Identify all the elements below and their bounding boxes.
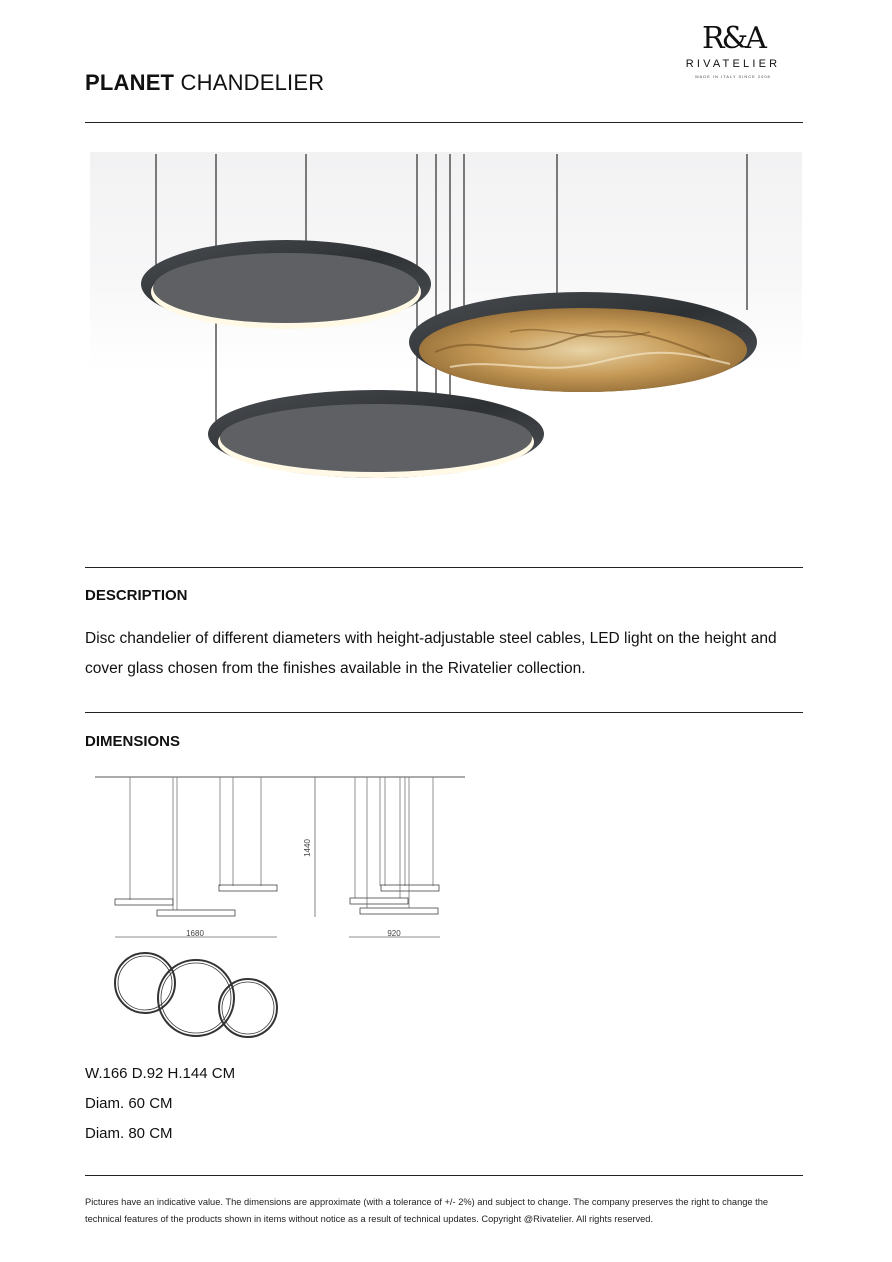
height-label: 1440 [303,839,312,857]
dimension-line-diam-60: Diam. 60 CM [85,1095,173,1112]
title-rest: CHANDELIER [174,70,325,95]
footer-disclaimer: Pictures have an indicative value. The dimensions are approximate (with a tolerance of +/- 2%) and subject to change. The company preserves the right to change the technical features of the products shown in items without notice as a result of technical updates. Copyright @Rivatelier. All rights reserved. [85,1197,769,1224]
technical-drawing [95,770,475,1050]
rivatelier-logo [668,22,798,79]
disc-small-bottom [208,390,544,478]
logo-tagline: MADE IN ITALY SINCE 2008 [695,74,771,79]
logo-name: RIVATELIER [685,58,781,70]
header-divider [85,122,803,123]
dimension-line-overall: W.166 D.92 H.144 CM [85,1065,236,1082]
depth-label: 920 [387,929,401,938]
product-render [90,152,802,532]
disc-large-gold [409,292,757,392]
divider-1 [85,567,803,568]
logo-mark: R&A [702,21,764,56]
description-text: Disc chandelier of different diameters with height-adjustable steel cables, LED light on the height and cover glass chosen from the finishes available in the Rivatelier collection. [85,630,777,677]
front-elevation [115,777,277,916]
dimension-line-diam-80: Diam. 80 CM [85,1125,173,1142]
divider-2 [85,712,803,713]
footer-divider [85,1175,803,1176]
width-label: 1680 [186,929,204,938]
dimensions-heading: DIMENSIONS [85,733,181,750]
page-title [85,70,324,96]
title-bold: PLANET [85,70,175,95]
plan-view [115,953,277,1037]
side-elevation [350,777,439,914]
description-heading: DESCRIPTION [85,587,188,604]
disc-small-left [141,240,431,329]
